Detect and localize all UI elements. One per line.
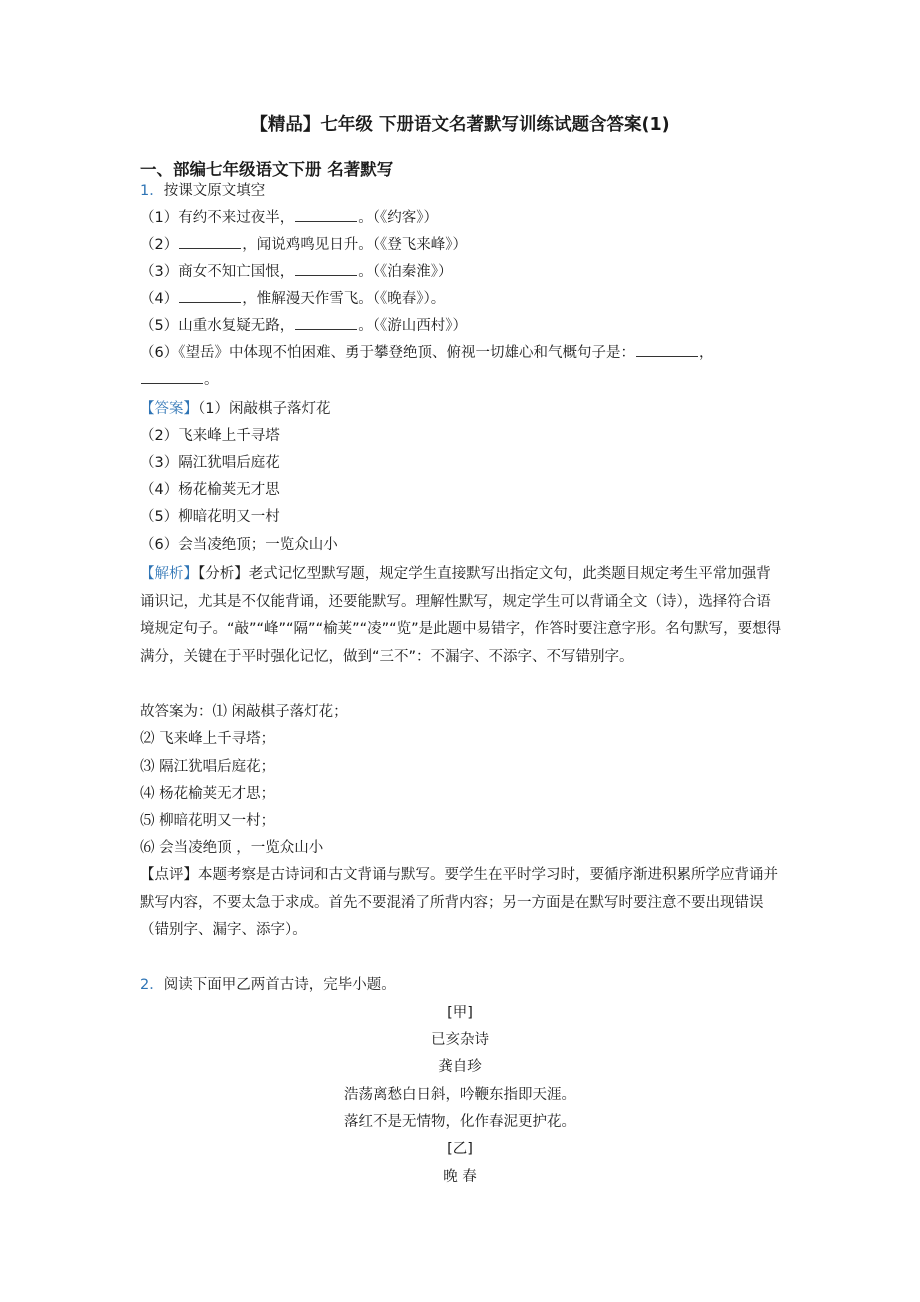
poem-line: 浩荡离愁白日斜，吟鞭东指即天涯。 bbox=[344, 1087, 576, 1103]
fill-item-text: （5）山重水复疑无路， bbox=[140, 318, 295, 334]
analysis-text: 【分析】老式记忆型默写题，规定学生直接默写出指定文句，此类题目规定考生平常加强背诵识记，尤其是不仅能背诵，还要能默写。理解性默写，规定学生可以背诵全文（诗），选择符合语境规定句子。“敲”“峰”“隔”“榆荚”“凌”“览”是此题中易错字，作答时要注意字形。名句默写，要想得满分，关键在于平时强化记忆，做到“三不”：不漏字、不添字、不写错别字。 bbox=[140, 566, 782, 665]
answer-blank bbox=[636, 342, 698, 357]
analysis-paragraph bbox=[140, 561, 782, 671]
final-answer-2: ⑵ 飞来峰上千寻塔； bbox=[140, 731, 276, 747]
fill-item-text: （6）《望岳》中体现不怕困难、勇于攀登绝顶、俯视一切雄心和气概句子是： bbox=[140, 345, 635, 361]
answer-text: （1）闲敲棋子落灯花 bbox=[198, 401, 331, 417]
answer-line-3: （3）隔江犹唱后庭花 bbox=[140, 455, 280, 471]
answer-blank bbox=[295, 207, 357, 222]
fill-item-4 bbox=[140, 287, 790, 311]
fill-item-3 bbox=[140, 260, 790, 284]
answer-blank bbox=[141, 369, 203, 384]
question-number: 1． bbox=[140, 183, 164, 199]
fill-item-1 bbox=[140, 206, 790, 230]
poem-title: 已亥杂诗 bbox=[431, 1032, 489, 1048]
fill-item-6 bbox=[140, 341, 790, 365]
fill-item-text: （3）商女不知亡国恨， bbox=[140, 264, 295, 280]
answer-label: 【答案】 bbox=[140, 401, 198, 417]
answer-line-5: （5）柳暗花明又一村 bbox=[140, 509, 280, 525]
fill-item-text: ，闻说鸡鸣见日升。（《登飞来峰》） bbox=[242, 237, 467, 253]
final-answer-5: ⑸ 柳暗花明又一村； bbox=[140, 813, 276, 829]
fill-item-text: ，惟解漫天作雪飞。（《晚春》）。 bbox=[242, 291, 446, 307]
fill-item-5 bbox=[140, 314, 790, 338]
answer-line-6: （6）会当凌绝顶；一览众山小 bbox=[140, 537, 338, 553]
poem-label-jia: [甲] bbox=[447, 1005, 473, 1021]
answer-blank bbox=[179, 234, 241, 249]
poem-title: 晚 春 bbox=[443, 1169, 477, 1185]
answer-blank bbox=[295, 315, 357, 330]
fill-item-6-cont bbox=[140, 368, 790, 392]
analysis-label: 【解析】 bbox=[140, 566, 198, 582]
fill-item-text: 。（《游山西村》） bbox=[358, 318, 467, 334]
final-answer-4: ⑷ 杨花榆荚无才思； bbox=[140, 786, 276, 802]
fill-item-text: （1）有约不来过夜半， bbox=[140, 210, 295, 226]
fill-item-text: 。（《泊秦淮》） bbox=[358, 264, 453, 280]
question-text: 按课文原文填空 bbox=[163, 183, 266, 199]
fill-item-2 bbox=[140, 233, 790, 257]
fill-item-text: 。（《约客》） bbox=[358, 210, 438, 226]
final-answer-6: ⑹ 会当凌绝顶 ，一览众山小 bbox=[140, 840, 324, 856]
question-1-prompt bbox=[140, 179, 790, 203]
document-title: 【精品】七年级 下册语文名著默写训练试题含答案(1) bbox=[250, 115, 670, 135]
final-answer-1: 故答案为：⑴ 闲敲棋子落灯花； bbox=[140, 704, 348, 720]
fill-item-text: （4） bbox=[140, 291, 179, 307]
question-2-prompt bbox=[140, 973, 790, 997]
question-text: 阅读下面甲乙两首古诗，完毕小题。 bbox=[163, 977, 396, 993]
question-number: 2． bbox=[140, 977, 164, 993]
section-heading: 一、部编七年级语文下册 名著默写 bbox=[140, 160, 394, 179]
answer-line-1 bbox=[140, 397, 790, 421]
answer-line-2: （2）飞来峰上千寻塔 bbox=[140, 428, 280, 444]
fill-item-text: ， bbox=[698, 345, 714, 361]
fill-item-text: （2） bbox=[140, 237, 179, 253]
answer-line-4: （4）杨花榆荚无才思 bbox=[140, 482, 280, 498]
poem-line: 落红不是无情物，化作春泥更护花。 bbox=[344, 1114, 576, 1130]
final-answer-3: ⑶ 隔江犹唱后庭花； bbox=[140, 759, 276, 775]
answer-blank bbox=[179, 288, 241, 303]
answer-blank bbox=[295, 261, 357, 276]
fill-item-text: 。 bbox=[204, 372, 219, 388]
comment-paragraph: 【点评】本题考察是古诗词和古文背诵与默写。要学生在平时学习时，要循序渐进积累所学应背诵并默写内容，不要太急于求成。首先不要混淆了所背内容；另一方面是在默写时要注意不要出现错误（错别字、漏字、添字）。 bbox=[140, 867, 778, 938]
poem-author: 龚自珍 bbox=[438, 1059, 482, 1075]
poem-label-yi: [乙] bbox=[447, 1141, 473, 1157]
